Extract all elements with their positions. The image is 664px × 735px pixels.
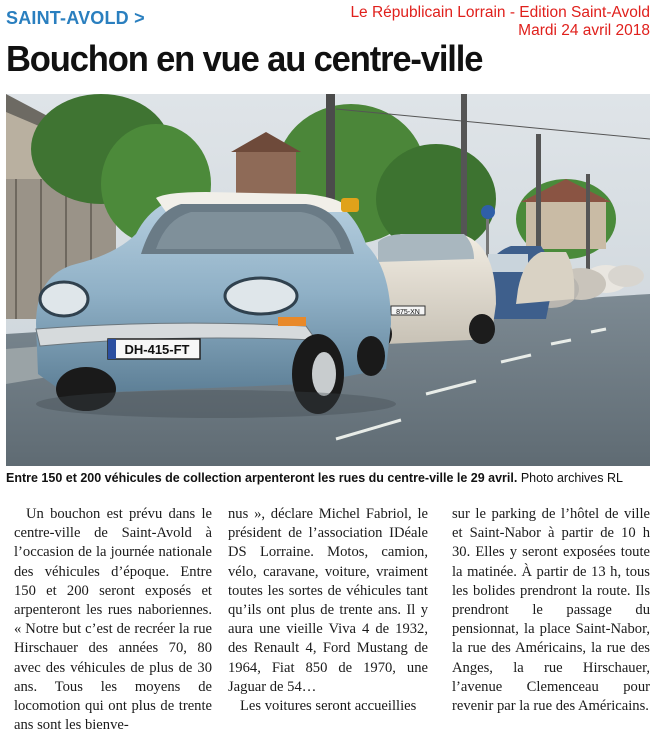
second-car-plate: 875-XN [396,309,420,316]
publication-date: Mardi 24 avril 2018 [518,22,650,39]
article-column-3 [452,505,650,716]
section-label[interactable]: SAINT-AVOLD > [6,8,145,28]
article-headline: Bouchon en vue au centre-ville [6,38,483,79]
body-paragraph: Les voitures seront accueillies [240,698,417,715]
article-column-1 [14,505,212,735]
photo-caption [6,470,656,486]
caption-text: Entre 150 et 200 véhicules de collection arpenteront les rues du centre-ville le 29 avril. [6,471,518,485]
front-car-plate: DH-415-FT [124,342,190,357]
article-photo [6,94,650,466]
body-paragraph: sur le parking de l’hôtel de ville et Saint-Nabor à partir de 10 h 30. Elles y seront exposées toute la matinée. À partir de 13 h, tous les bolides prendront la route. Ils prendront le passage du pensionnat, la place Saint-Nabor, la rue des Américains, la rue des Anges, la rue Hirschauer, l’avenue Clemenceau pour revenir par la rue des Américains. [452,506,650,715]
publication-name: Le Républicain Lorrain - Edition Saint-Avold [350,4,650,21]
body-paragraph: Un bouchon est prévu dans le centre-ville de Saint-Avold à l’occasion de la journée nationale des véhicules d’époque. Entre 150 et 200 seront exposés et arpenteront les rues naboriennes. « Notre but c’est de recréer la rue Hirschauer des années 70, 80 avec des véhicules de plus de 30 ans. Tous les moyens de locomotion qui ont plus de trente ans sont les bienve- [14,506,212,734]
body-paragraph: nus », déclare Michel Fabriol, le président de l’association IDéale DS Lorraine. Motos, camion, vélo, caravane, voiture, vraiment toutes les sortes de véhicules tant qu’ils ont plus de trente ans. Il y aura une vieille Viva 4 de 1932, des Renault 4, Ford Mustang de 1964, Fiat 850 de 1970, une Jaguar de 54… [228,506,428,695]
publication-info [270,4,650,40]
photo-credit: Photo archives RL [520,471,623,485]
article-column-2 [228,505,428,716]
